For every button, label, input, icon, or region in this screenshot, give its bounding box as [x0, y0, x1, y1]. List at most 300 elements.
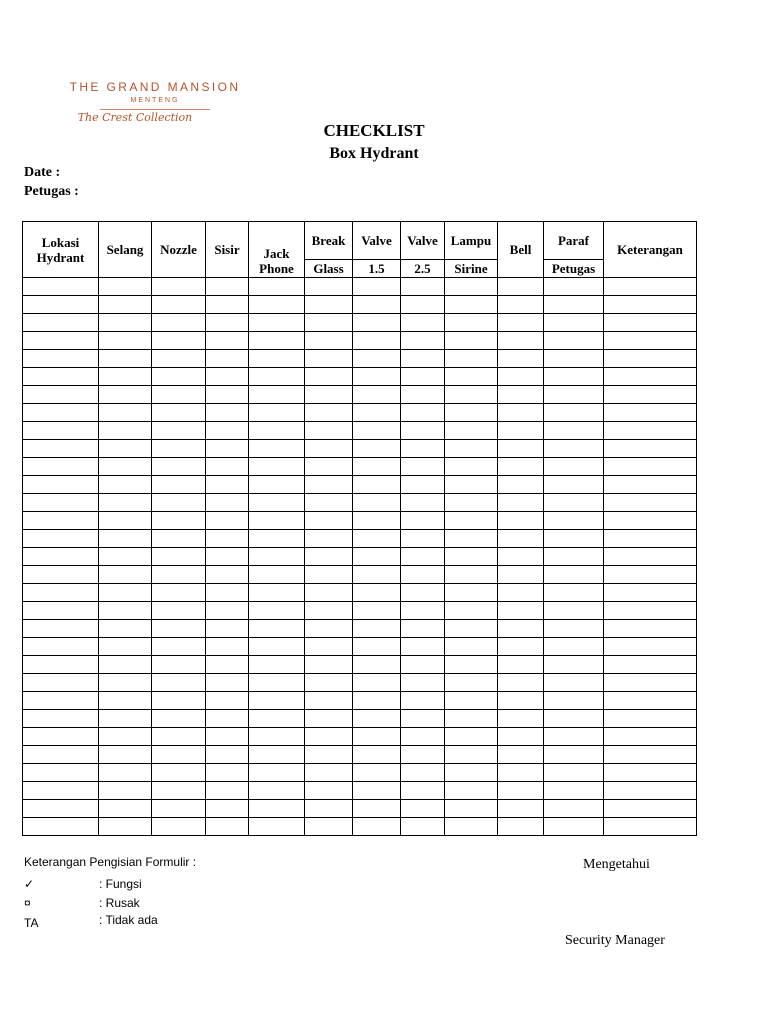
table-cell[interactable]	[544, 602, 604, 620]
table-cell[interactable]	[401, 674, 445, 692]
table-cell[interactable]	[23, 368, 99, 386]
table-cell[interactable]	[206, 692, 249, 710]
table-cell[interactable]	[206, 566, 249, 584]
table-cell[interactable]	[99, 602, 152, 620]
table-cell[interactable]	[353, 494, 401, 512]
table-cell[interactable]	[445, 476, 498, 494]
table-cell[interactable]	[206, 314, 249, 332]
table-cell[interactable]	[604, 458, 697, 476]
table-cell[interactable]	[23, 386, 99, 404]
table-cell[interactable]	[206, 530, 249, 548]
table-cell[interactable]	[249, 782, 305, 800]
table-cell[interactable]	[445, 494, 498, 512]
table-cell[interactable]	[249, 296, 305, 314]
table-cell[interactable]	[152, 332, 206, 350]
table-cell[interactable]	[99, 512, 152, 530]
table-cell[interactable]	[498, 476, 544, 494]
table-cell[interactable]	[445, 800, 498, 818]
table-cell[interactable]	[498, 278, 544, 296]
table-cell[interactable]	[152, 782, 206, 800]
table-cell[interactable]	[99, 584, 152, 602]
table-cell[interactable]	[401, 476, 445, 494]
table-cell[interactable]	[249, 386, 305, 404]
table-cell[interactable]	[604, 602, 697, 620]
table-cell[interactable]	[152, 458, 206, 476]
table-cell[interactable]	[445, 746, 498, 764]
table-cell[interactable]	[401, 800, 445, 818]
table-cell[interactable]	[249, 656, 305, 674]
table-cell[interactable]	[353, 602, 401, 620]
table-cell[interactable]	[604, 656, 697, 674]
table-cell[interactable]	[152, 494, 206, 512]
table-cell[interactable]	[445, 656, 498, 674]
table-cell[interactable]	[152, 548, 206, 566]
table-cell[interactable]	[99, 494, 152, 512]
table-cell[interactable]	[498, 458, 544, 476]
table-cell[interactable]	[305, 476, 353, 494]
table-cell[interactable]	[401, 728, 445, 746]
table-cell[interactable]	[305, 566, 353, 584]
table-cell[interactable]	[353, 746, 401, 764]
table-cell[interactable]	[249, 350, 305, 368]
table-cell[interactable]	[445, 548, 498, 566]
table-cell[interactable]	[544, 728, 604, 746]
table-cell[interactable]	[544, 368, 604, 386]
table-cell[interactable]	[445, 386, 498, 404]
table-cell[interactable]	[401, 494, 445, 512]
table-cell[interactable]	[249, 620, 305, 638]
table-cell[interactable]	[498, 728, 544, 746]
table-cell[interactable]	[152, 404, 206, 422]
table-cell[interactable]	[305, 584, 353, 602]
table-cell[interactable]	[353, 314, 401, 332]
table-cell[interactable]	[206, 764, 249, 782]
table-cell[interactable]	[206, 818, 249, 836]
table-cell[interactable]	[498, 440, 544, 458]
table-cell[interactable]	[23, 494, 99, 512]
table-cell[interactable]	[23, 800, 99, 818]
table-cell[interactable]	[604, 710, 697, 728]
table-cell[interactable]	[249, 818, 305, 836]
table-cell[interactable]	[152, 566, 206, 584]
table-cell[interactable]	[206, 728, 249, 746]
table-cell[interactable]	[206, 638, 249, 656]
table-cell[interactable]	[604, 422, 697, 440]
table-cell[interactable]	[353, 350, 401, 368]
table-cell[interactable]	[305, 368, 353, 386]
table-cell[interactable]	[23, 548, 99, 566]
table-cell[interactable]	[152, 710, 206, 728]
table-cell[interactable]	[305, 818, 353, 836]
table-cell[interactable]	[99, 710, 152, 728]
table-cell[interactable]	[206, 746, 249, 764]
table-cell[interactable]	[498, 314, 544, 332]
table-cell[interactable]	[445, 512, 498, 530]
table-cell[interactable]	[249, 422, 305, 440]
table-cell[interactable]	[401, 314, 445, 332]
table-cell[interactable]	[152, 728, 206, 746]
table-cell[interactable]	[99, 314, 152, 332]
table-cell[interactable]	[401, 566, 445, 584]
table-cell[interactable]	[544, 296, 604, 314]
table-cell[interactable]	[604, 368, 697, 386]
table-cell[interactable]	[249, 710, 305, 728]
table-cell[interactable]	[401, 440, 445, 458]
table-cell[interactable]	[152, 530, 206, 548]
table-cell[interactable]	[353, 512, 401, 530]
table-cell[interactable]	[353, 800, 401, 818]
table-cell[interactable]	[23, 728, 99, 746]
table-cell[interactable]	[445, 818, 498, 836]
table-cell[interactable]	[249, 278, 305, 296]
table-cell[interactable]	[99, 674, 152, 692]
table-cell[interactable]	[152, 512, 206, 530]
table-cell[interactable]	[206, 656, 249, 674]
table-cell[interactable]	[249, 584, 305, 602]
table-cell[interactable]	[206, 422, 249, 440]
table-cell[interactable]	[401, 368, 445, 386]
table-cell[interactable]	[604, 692, 697, 710]
table-cell[interactable]	[445, 314, 498, 332]
table-cell[interactable]	[99, 566, 152, 584]
table-cell[interactable]	[249, 440, 305, 458]
table-cell[interactable]	[544, 638, 604, 656]
table-cell[interactable]	[445, 602, 498, 620]
table-cell[interactable]	[152, 602, 206, 620]
table-cell[interactable]	[305, 674, 353, 692]
table-cell[interactable]	[249, 314, 305, 332]
table-cell[interactable]	[152, 278, 206, 296]
table-cell[interactable]	[604, 530, 697, 548]
table-cell[interactable]	[353, 278, 401, 296]
table-cell[interactable]	[23, 440, 99, 458]
table-cell[interactable]	[152, 422, 206, 440]
table-cell[interactable]	[544, 512, 604, 530]
table-cell[interactable]	[401, 296, 445, 314]
table-cell[interactable]	[544, 584, 604, 602]
table-cell[interactable]	[23, 584, 99, 602]
table-cell[interactable]	[401, 620, 445, 638]
table-cell[interactable]	[23, 818, 99, 836]
table-cell[interactable]	[544, 782, 604, 800]
table-cell[interactable]	[544, 404, 604, 422]
table-cell[interactable]	[445, 332, 498, 350]
table-cell[interactable]	[206, 674, 249, 692]
table-cell[interactable]	[498, 620, 544, 638]
table-cell[interactable]	[305, 494, 353, 512]
table-cell[interactable]	[353, 548, 401, 566]
table-cell[interactable]	[353, 656, 401, 674]
table-cell[interactable]	[401, 512, 445, 530]
table-cell[interactable]	[604, 476, 697, 494]
table-cell[interactable]	[445, 422, 498, 440]
table-cell[interactable]	[401, 278, 445, 296]
table-cell[interactable]	[249, 728, 305, 746]
table-cell[interactable]	[544, 476, 604, 494]
table-cell[interactable]	[23, 710, 99, 728]
table-cell[interactable]	[445, 620, 498, 638]
table-cell[interactable]	[498, 566, 544, 584]
table-cell[interactable]	[498, 368, 544, 386]
table-cell[interactable]	[99, 440, 152, 458]
table-cell[interactable]	[544, 674, 604, 692]
table-cell[interactable]	[498, 584, 544, 602]
table-cell[interactable]	[99, 404, 152, 422]
table-cell[interactable]	[23, 764, 99, 782]
table-cell[interactable]	[206, 710, 249, 728]
table-cell[interactable]	[498, 530, 544, 548]
table-cell[interactable]	[23, 602, 99, 620]
table-cell[interactable]	[249, 530, 305, 548]
table-cell[interactable]	[23, 296, 99, 314]
table-cell[interactable]	[401, 584, 445, 602]
table-cell[interactable]	[401, 782, 445, 800]
table-cell[interactable]	[206, 368, 249, 386]
table-cell[interactable]	[498, 386, 544, 404]
table-cell[interactable]	[152, 692, 206, 710]
table-cell[interactable]	[249, 368, 305, 386]
table-cell[interactable]	[99, 386, 152, 404]
table-cell[interactable]	[305, 692, 353, 710]
table-cell[interactable]	[445, 728, 498, 746]
table-cell[interactable]	[305, 746, 353, 764]
table-cell[interactable]	[249, 494, 305, 512]
table-cell[interactable]	[249, 458, 305, 476]
table-cell[interactable]	[498, 350, 544, 368]
table-cell[interactable]	[206, 548, 249, 566]
table-cell[interactable]	[249, 512, 305, 530]
table-cell[interactable]	[23, 512, 99, 530]
table-cell[interactable]	[604, 512, 697, 530]
table-cell[interactable]	[23, 782, 99, 800]
table-cell[interactable]	[604, 584, 697, 602]
table-cell[interactable]	[401, 746, 445, 764]
table-cell[interactable]	[353, 566, 401, 584]
table-cell[interactable]	[23, 332, 99, 350]
table-cell[interactable]	[401, 818, 445, 836]
table-cell[interactable]	[544, 620, 604, 638]
table-cell[interactable]	[353, 458, 401, 476]
table-cell[interactable]	[305, 800, 353, 818]
table-cell[interactable]	[544, 710, 604, 728]
table-cell[interactable]	[604, 332, 697, 350]
table-cell[interactable]	[99, 368, 152, 386]
table-cell[interactable]	[249, 602, 305, 620]
table-cell[interactable]	[544, 278, 604, 296]
table-cell[interactable]	[445, 530, 498, 548]
table-cell[interactable]	[498, 548, 544, 566]
table-cell[interactable]	[353, 530, 401, 548]
table-cell[interactable]	[99, 332, 152, 350]
table-cell[interactable]	[99, 818, 152, 836]
table-cell[interactable]	[23, 476, 99, 494]
table-cell[interactable]	[544, 386, 604, 404]
table-cell[interactable]	[152, 638, 206, 656]
table-cell[interactable]	[544, 350, 604, 368]
table-cell[interactable]	[152, 764, 206, 782]
table-cell[interactable]	[498, 602, 544, 620]
table-cell[interactable]	[401, 638, 445, 656]
table-cell[interactable]	[544, 548, 604, 566]
table-cell[interactable]	[544, 800, 604, 818]
table-cell[interactable]	[353, 782, 401, 800]
table-cell[interactable]	[152, 440, 206, 458]
table-cell[interactable]	[305, 314, 353, 332]
table-cell[interactable]	[23, 656, 99, 674]
table-cell[interactable]	[604, 764, 697, 782]
table-cell[interactable]	[99, 476, 152, 494]
table-cell[interactable]	[99, 638, 152, 656]
table-cell[interactable]	[498, 494, 544, 512]
table-cell[interactable]	[249, 476, 305, 494]
table-cell[interactable]	[445, 764, 498, 782]
table-cell[interactable]	[604, 800, 697, 818]
table-cell[interactable]	[353, 764, 401, 782]
table-cell[interactable]	[445, 296, 498, 314]
table-cell[interactable]	[401, 404, 445, 422]
table-cell[interactable]	[99, 656, 152, 674]
table-cell[interactable]	[604, 566, 697, 584]
table-cell[interactable]	[498, 404, 544, 422]
table-cell[interactable]	[305, 728, 353, 746]
table-cell[interactable]	[401, 350, 445, 368]
table-cell[interactable]	[206, 782, 249, 800]
table-cell[interactable]	[206, 476, 249, 494]
table-cell[interactable]	[498, 818, 544, 836]
table-cell[interactable]	[445, 368, 498, 386]
table-cell[interactable]	[445, 584, 498, 602]
table-cell[interactable]	[498, 638, 544, 656]
table-cell[interactable]	[305, 548, 353, 566]
table-cell[interactable]	[604, 782, 697, 800]
table-cell[interactable]	[249, 566, 305, 584]
table-cell[interactable]	[498, 296, 544, 314]
table-cell[interactable]	[23, 620, 99, 638]
table-cell[interactable]	[544, 314, 604, 332]
table-cell[interactable]	[353, 332, 401, 350]
table-cell[interactable]	[152, 656, 206, 674]
table-cell[interactable]	[445, 782, 498, 800]
table-cell[interactable]	[206, 800, 249, 818]
table-cell[interactable]	[498, 422, 544, 440]
table-cell[interactable]	[99, 800, 152, 818]
table-cell[interactable]	[401, 710, 445, 728]
table-cell[interactable]	[99, 458, 152, 476]
table-cell[interactable]	[99, 746, 152, 764]
table-cell[interactable]	[249, 746, 305, 764]
table-cell[interactable]	[23, 530, 99, 548]
table-cell[interactable]	[498, 674, 544, 692]
table-cell[interactable]	[206, 386, 249, 404]
table-cell[interactable]	[305, 332, 353, 350]
table-cell[interactable]	[544, 530, 604, 548]
table-cell[interactable]	[604, 386, 697, 404]
table-cell[interactable]	[305, 296, 353, 314]
table-cell[interactable]	[353, 620, 401, 638]
table-cell[interactable]	[445, 278, 498, 296]
table-cell[interactable]	[498, 692, 544, 710]
table-cell[interactable]	[401, 764, 445, 782]
table-cell[interactable]	[544, 422, 604, 440]
table-cell[interactable]	[401, 692, 445, 710]
table-cell[interactable]	[604, 440, 697, 458]
table-cell[interactable]	[445, 566, 498, 584]
table-cell[interactable]	[544, 818, 604, 836]
table-cell[interactable]	[401, 530, 445, 548]
table-cell[interactable]	[305, 764, 353, 782]
table-cell[interactable]	[99, 350, 152, 368]
table-cell[interactable]	[206, 350, 249, 368]
table-cell[interactable]	[305, 530, 353, 548]
table-cell[interactable]	[305, 638, 353, 656]
table-cell[interactable]	[206, 602, 249, 620]
table-cell[interactable]	[152, 386, 206, 404]
table-cell[interactable]	[99, 728, 152, 746]
table-cell[interactable]	[206, 332, 249, 350]
table-cell[interactable]	[401, 332, 445, 350]
table-cell[interactable]	[305, 278, 353, 296]
table-cell[interactable]	[249, 692, 305, 710]
table-cell[interactable]	[249, 638, 305, 656]
table-cell[interactable]	[305, 656, 353, 674]
table-cell[interactable]	[445, 638, 498, 656]
table-cell[interactable]	[353, 422, 401, 440]
table-cell[interactable]	[152, 296, 206, 314]
table-cell[interactable]	[99, 692, 152, 710]
table-cell[interactable]	[498, 710, 544, 728]
table-cell[interactable]	[604, 638, 697, 656]
table-cell[interactable]	[305, 458, 353, 476]
table-cell[interactable]	[99, 530, 152, 548]
table-cell[interactable]	[604, 494, 697, 512]
table-cell[interactable]	[99, 296, 152, 314]
table-cell[interactable]	[305, 404, 353, 422]
table-cell[interactable]	[544, 764, 604, 782]
table-cell[interactable]	[401, 602, 445, 620]
table-cell[interactable]	[604, 296, 697, 314]
table-cell[interactable]	[445, 674, 498, 692]
table-cell[interactable]	[152, 350, 206, 368]
table-cell[interactable]	[152, 674, 206, 692]
table-cell[interactable]	[353, 296, 401, 314]
table-cell[interactable]	[152, 818, 206, 836]
table-cell[interactable]	[249, 764, 305, 782]
table-cell[interactable]	[604, 350, 697, 368]
table-cell[interactable]	[445, 458, 498, 476]
table-cell[interactable]	[544, 494, 604, 512]
table-cell[interactable]	[99, 422, 152, 440]
table-cell[interactable]	[206, 512, 249, 530]
table-cell[interactable]	[305, 386, 353, 404]
table-cell[interactable]	[353, 386, 401, 404]
table-cell[interactable]	[401, 548, 445, 566]
table-cell[interactable]	[305, 602, 353, 620]
table-cell[interactable]	[498, 512, 544, 530]
table-cell[interactable]	[152, 314, 206, 332]
table-cell[interactable]	[353, 818, 401, 836]
table-cell[interactable]	[498, 332, 544, 350]
table-cell[interactable]	[604, 728, 697, 746]
table-cell[interactable]	[99, 548, 152, 566]
table-cell[interactable]	[544, 746, 604, 764]
table-cell[interactable]	[206, 494, 249, 512]
table-cell[interactable]	[401, 656, 445, 674]
table-cell[interactable]	[206, 440, 249, 458]
table-cell[interactable]	[353, 638, 401, 656]
table-cell[interactable]	[305, 350, 353, 368]
table-cell[interactable]	[353, 368, 401, 386]
table-cell[interactable]	[353, 674, 401, 692]
